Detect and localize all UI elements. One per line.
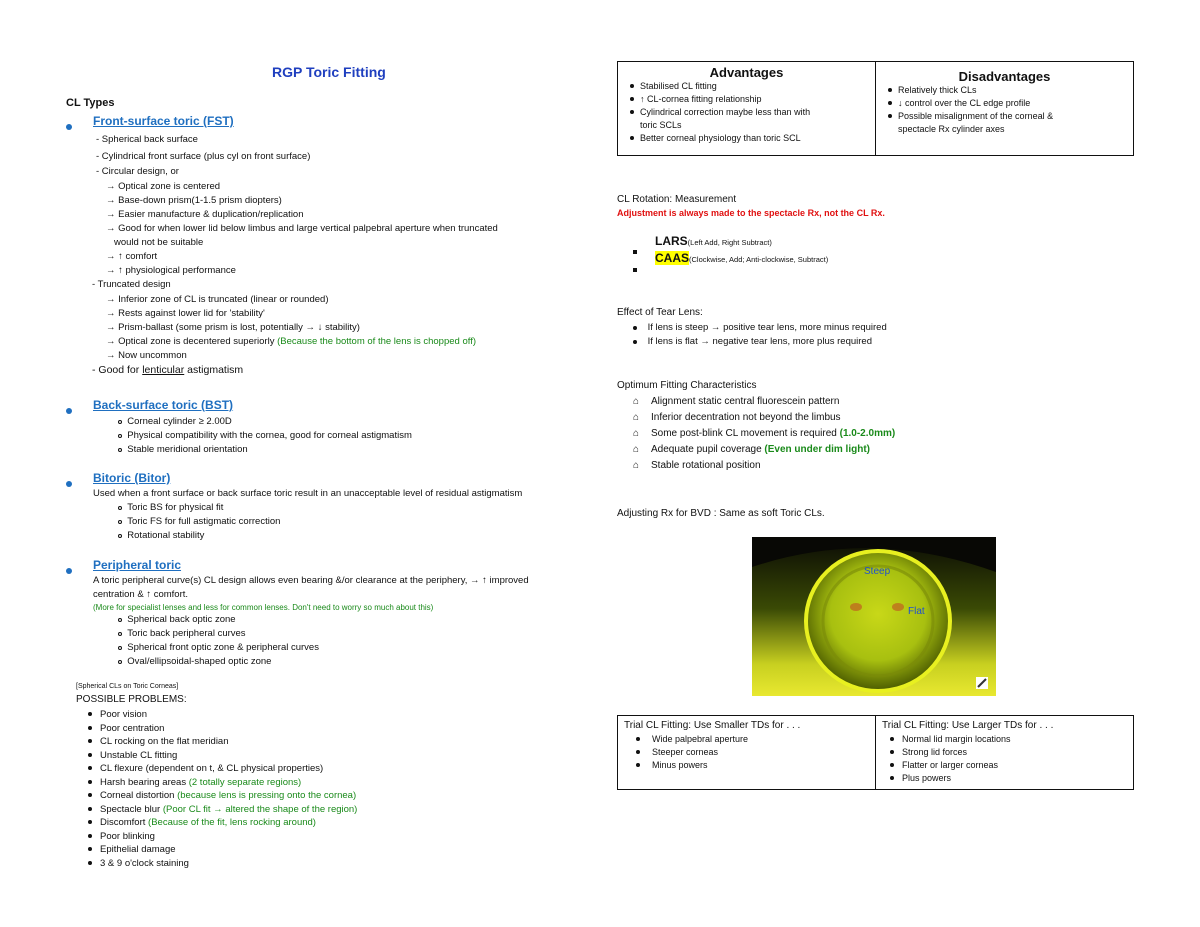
problems-list bbox=[88, 708, 357, 870]
fst-line: → Inferior zone of CL is truncated (linear or rounded) bbox=[106, 294, 329, 305]
problem-green-note: (2 totally separate regions) bbox=[188, 776, 302, 788]
optimum-text: Inferior decentration not beyond the limbus bbox=[651, 412, 841, 423]
problem-text: Spectacle blur bbox=[100, 803, 163, 815]
problem-item bbox=[88, 762, 357, 776]
tear-lens-item: If lens is steep → positive tear lens, more minus required bbox=[633, 321, 887, 335]
optimum-item bbox=[633, 459, 895, 475]
problem-item bbox=[88, 857, 357, 871]
fst-heading: Front-surface toric (FST) bbox=[93, 114, 234, 128]
bvd-note: Adjusting Rx for BVD : Same as soft Toric CLs. bbox=[617, 508, 825, 519]
trial-large-item: Flatter or larger corneas bbox=[882, 759, 1127, 772]
problem-green-note: (Because of the fit, lens rocking around) bbox=[148, 817, 316, 828]
good-for-pre: - Good for bbox=[92, 364, 143, 376]
tear-lens-item: If lens is flat → negative tear lens, more plus required bbox=[633, 335, 872, 349]
optimum-item bbox=[633, 427, 895, 443]
fst-line: - Spherical back surface bbox=[96, 134, 198, 145]
fst-line: → Rests against lower lid for 'stability' bbox=[106, 308, 265, 319]
advantage-item: Better corneal physiology than toric SCL bbox=[624, 132, 869, 145]
bitor-bullet bbox=[66, 474, 72, 492]
problem-text: Unstable CL fitting bbox=[100, 749, 178, 761]
optimum-list bbox=[633, 395, 895, 475]
problem-item bbox=[88, 722, 357, 736]
trial-small-heading: Trial CL Fitting: Use Smaller TDs for . . . bbox=[624, 720, 801, 731]
bst-item: Corneal cylinder ≥ 2.00D bbox=[118, 415, 232, 429]
peripheral-desc: centration & ↑ comfort. bbox=[93, 589, 189, 600]
optimum-text: Adequate pupil coverage bbox=[651, 444, 765, 455]
problem-text: Harsh bearing areas bbox=[100, 776, 189, 788]
page-title: RGP Toric Fitting bbox=[272, 64, 386, 80]
optimum-text: Stable rotational position bbox=[651, 460, 761, 471]
trial-large-item: Strong lid forces bbox=[882, 746, 1127, 759]
fluorescein-pattern-image bbox=[752, 537, 996, 696]
lars-label: LARS bbox=[655, 234, 688, 248]
steep-label: Steep bbox=[864, 566, 891, 577]
problem-text: Poor centration bbox=[100, 722, 165, 734]
problem-text: Poor blinking bbox=[100, 830, 155, 842]
problem-item bbox=[88, 776, 357, 790]
optimum-heading: Optimum Fitting Characteristics bbox=[617, 380, 757, 391]
peripheral-item: Spherical back optic zone bbox=[118, 613, 236, 627]
bitor-item: Toric BS for physical fit bbox=[118, 501, 223, 515]
problem-text: Discomfort bbox=[100, 817, 149, 828]
rotation-heading: CL Rotation: Measurement bbox=[617, 194, 737, 205]
problem-text: Poor vision bbox=[100, 709, 147, 720]
fst-line: → Base-down prism(1-1.5 prism diopters) bbox=[106, 195, 282, 206]
good-for-underlined: lenticular bbox=[142, 364, 185, 376]
house-icon: ⌂ bbox=[633, 444, 640, 455]
cl-types-heading: CL Types bbox=[66, 97, 115, 109]
problem-item bbox=[88, 816, 357, 830]
problem-item bbox=[88, 843, 357, 857]
advantage-item: ↑ CL-cornea fitting relationship bbox=[624, 93, 869, 106]
bitor-item: Rotational stability bbox=[118, 529, 204, 543]
caas-bullet bbox=[633, 259, 637, 277]
problem-item bbox=[88, 735, 357, 749]
peripheral-green-note: (More for specialist lenses and less for common lenses. Don't need to worry so much about this) bbox=[93, 603, 434, 612]
flat-label: Flat bbox=[908, 606, 925, 617]
problem-green-note: (because lens is pressing onto the cornea) bbox=[177, 790, 357, 801]
trial-large-heading: Trial CL Fitting: Use Larger TDs for . . . bbox=[882, 720, 1054, 731]
fst-green-note: (Because the bottom of the lens is chopped off) bbox=[277, 336, 477, 347]
caas-line bbox=[655, 252, 828, 267]
problem-item bbox=[88, 803, 357, 817]
fst-line: - Cylindrical front surface (plus cyl on front surface) bbox=[96, 151, 311, 162]
fst-line-with-note bbox=[106, 335, 476, 349]
problem-item bbox=[88, 749, 357, 763]
house-icon: ⌂ bbox=[633, 412, 640, 423]
peripheral-heading: Peripheral toric bbox=[93, 558, 182, 572]
trial-large-item: Normal lid margin locations bbox=[882, 733, 1127, 746]
fst-line: → Good for when lower lid below limbus and large vertical palpebral aperture when truncated bbox=[106, 223, 498, 234]
caas-note: (Clockwise, Add; Anti-clockwise, Subtract) bbox=[689, 255, 829, 264]
advantages-heading: Advantages bbox=[709, 65, 784, 80]
advantages-table bbox=[617, 61, 1134, 156]
bitor-desc: Used when a front surface or back surface toric result in an unacceptable level of residual astigmatism bbox=[93, 488, 523, 499]
fst-line: → Prism-ballast (some prism is lost, potentially → ↓ stability) bbox=[106, 322, 360, 333]
fst-bullet bbox=[66, 117, 72, 135]
problem-text: CL flexure (dependent on t, & CL physical properties) bbox=[100, 763, 324, 774]
problem-text: Epithelial damage bbox=[100, 844, 176, 855]
problem-text: Corneal distortion bbox=[100, 790, 178, 801]
trial-large-item: Plus powers bbox=[882, 772, 1127, 785]
disadvantages-heading: Disadvantages bbox=[958, 69, 1051, 84]
fst-line: - Truncated design bbox=[92, 279, 171, 290]
fst-line: → Now uncommon bbox=[106, 350, 187, 361]
problem-green-note: (Poor CL fit → altered the shape of the region) bbox=[162, 803, 358, 815]
optimum-green-note: (1.0-2.0mm) bbox=[839, 428, 896, 439]
optimum-green-note: (Even under dim light) bbox=[764, 444, 870, 455]
fst-line: → Optical zone is centered bbox=[106, 181, 221, 192]
spherical-note: [Spherical CLs on Toric Corneas] bbox=[76, 683, 179, 690]
lars-bullet bbox=[633, 241, 637, 259]
problem-text: 3 & 9 o'clock staining bbox=[100, 857, 189, 869]
caas-label: CAAS bbox=[655, 251, 690, 265]
optimum-item bbox=[633, 411, 895, 427]
fst-line: → Easier manufacture & duplication/replication bbox=[106, 209, 304, 220]
lars-line bbox=[655, 235, 772, 250]
disadvantage-item: Relatively thick CLs bbox=[882, 84, 1127, 97]
house-icon: ⌂ bbox=[633, 396, 640, 407]
trial-small-item: Minus powers bbox=[624, 759, 869, 772]
trial-small-item: Steeper corneas bbox=[624, 746, 869, 759]
tear-lens-heading: Effect of Tear Lens: bbox=[617, 307, 703, 318]
lars-note: (Left Add, Right Subtract) bbox=[687, 238, 772, 247]
bst-item: Stable meridional orientation bbox=[118, 443, 248, 457]
peripheral-bullet bbox=[66, 561, 72, 579]
problems-heading: POSSIBLE PROBLEMS: bbox=[76, 694, 187, 705]
optimum-item bbox=[633, 443, 895, 459]
advantage-item-cont: toric SCLs bbox=[640, 120, 682, 130]
trial-table bbox=[617, 715, 1134, 790]
trial-small-item: Wide palpebral aperture bbox=[624, 733, 869, 746]
problem-item bbox=[88, 789, 357, 803]
rotation-note: Adjustment is always made to the spectacle Rx, not the CL Rx. bbox=[617, 208, 885, 218]
problem-item bbox=[88, 708, 357, 722]
bst-item: Physical compatibility with the cornea, good for corneal astigmatism bbox=[118, 429, 412, 443]
house-icon: ⌂ bbox=[633, 460, 640, 471]
fst-line: → ↑ physiological performance bbox=[106, 265, 236, 276]
optimum-text: Some post-blink CL movement is required bbox=[651, 428, 840, 439]
advantage-item: Stabilised CL fitting bbox=[624, 80, 869, 93]
house-icon: ⌂ bbox=[633, 428, 640, 439]
optimum-item bbox=[633, 395, 895, 411]
fst-good-for bbox=[92, 364, 243, 378]
disadvantage-item: Possible misalignment of the corneal & bbox=[882, 110, 1127, 123]
bst-bullet bbox=[66, 401, 72, 419]
fst-line: → ↑ comfort bbox=[106, 251, 158, 262]
peripheral-item: Oval/ellipsoidal-shaped optic zone bbox=[118, 655, 271, 669]
problem-item bbox=[88, 830, 357, 844]
reflection-spot bbox=[892, 603, 904, 611]
optimum-text: Alignment static central fluorescein pattern bbox=[651, 396, 840, 407]
problem-text: CL rocking on the flat meridian bbox=[100, 736, 229, 747]
reflection-spot bbox=[850, 603, 862, 611]
disadvantage-item: ↓ control over the CL edge profile bbox=[882, 97, 1127, 110]
bitor-heading: Bitoric (Bitor) bbox=[93, 471, 171, 485]
advantage-item: Cylindrical correction maybe less than with bbox=[624, 106, 869, 119]
bst-heading: Back-surface toric (BST) bbox=[93, 398, 234, 412]
fst-line: would not be suitable bbox=[114, 237, 204, 248]
peripheral-item: Toric back peripheral curves bbox=[118, 627, 246, 641]
peripheral-item: Spherical front optic zone & peripheral curves bbox=[118, 641, 319, 655]
fst-line: → Optical zone is decentered superiorly bbox=[106, 336, 275, 347]
fst-line: - Circular design, or bbox=[96, 166, 179, 177]
bitor-item: Toric FS for full astigmatic correction bbox=[118, 515, 280, 529]
disadvantage-item-cont: spectacle Rx cylinder axes bbox=[898, 124, 1005, 134]
peripheral-desc: A toric peripheral curve(s) CL design allows even bearing &/or clearance at the periphery, → ↑ improved bbox=[93, 575, 529, 586]
good-for-post: astigmatism bbox=[184, 364, 244, 376]
